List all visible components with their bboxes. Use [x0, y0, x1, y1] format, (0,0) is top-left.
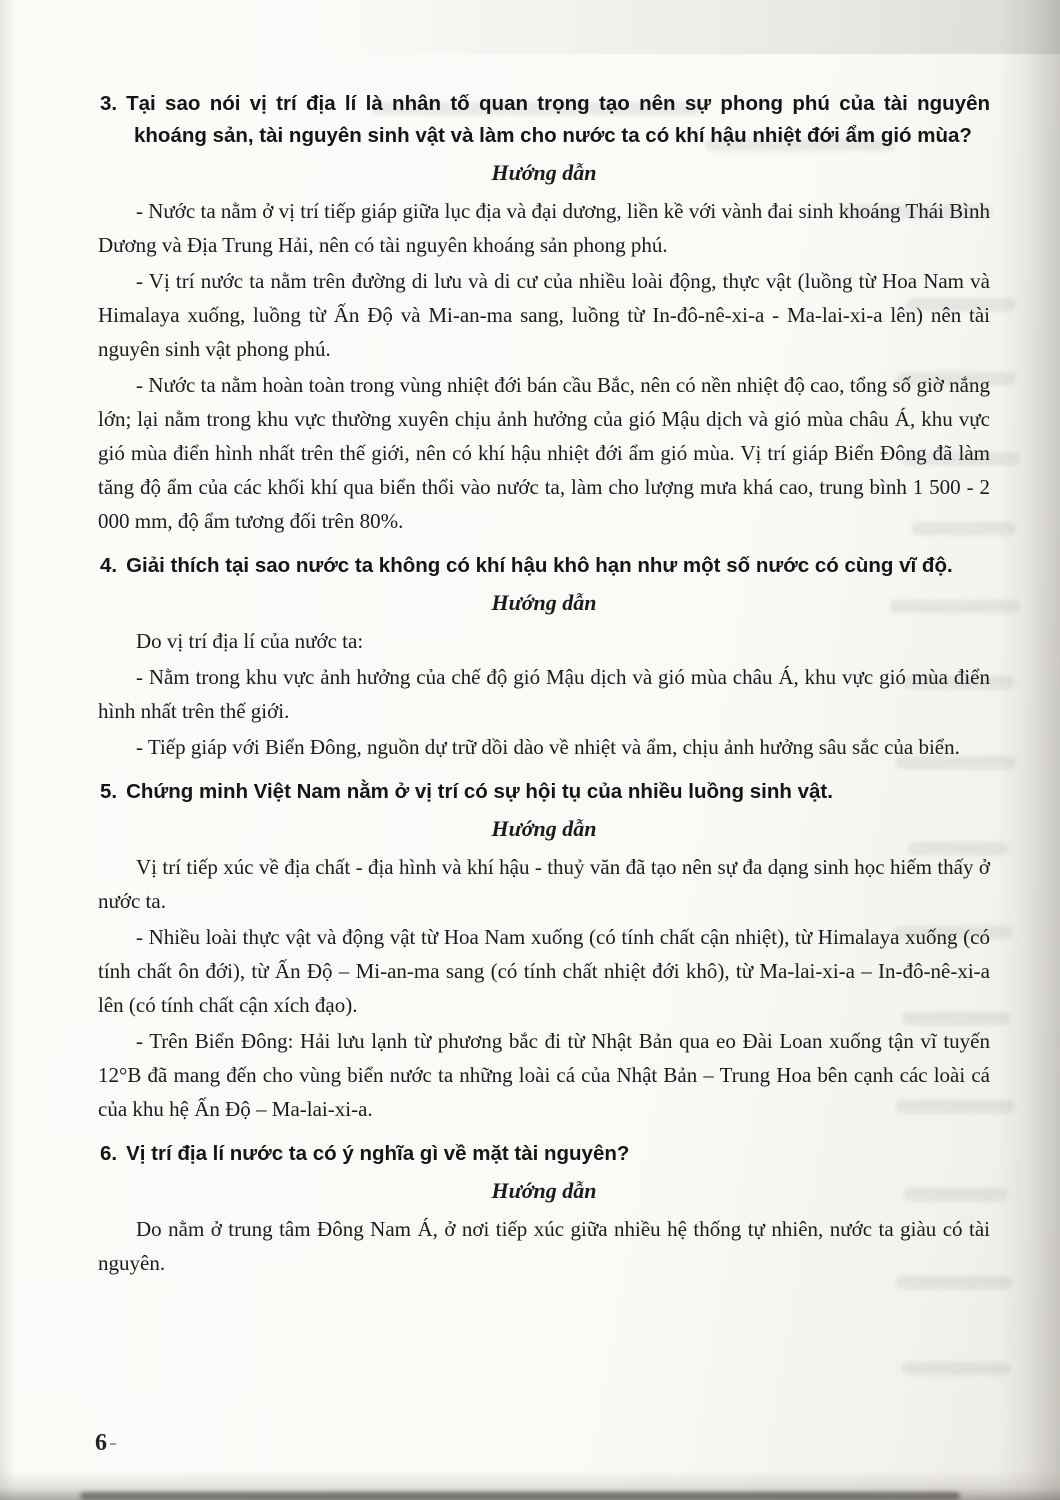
question-number: 5.	[100, 780, 118, 803]
question-number: 6.	[100, 1142, 118, 1165]
scan-shadow-top	[0, 0, 1060, 54]
guide-label: Hướng dẫn	[491, 1178, 597, 1203]
page-number-value: 6	[95, 1430, 107, 1456]
question-number: 3.	[100, 92, 118, 115]
section-paragraphs	[98, 850, 990, 1126]
scan-shadow-bottom	[0, 1470, 1060, 1500]
question-heading	[100, 1138, 990, 1170]
question-text: Chứng minh Việt Nam nằm ở vị trí có sự hội tụ của nhiều luồng sinh vật.	[126, 780, 833, 803]
guide-label: Hướng dẫn	[491, 816, 597, 841]
qa-section	[98, 776, 990, 1126]
scan-shadow-right	[998, 0, 1060, 1500]
section-paragraphs	[98, 194, 990, 538]
paragraph: - Nhiều loài thực vật và động vật từ Hoa Nam xuống (có tính chất cận nhiệt), từ Himalaya xuống (có tính chất ôn đới), từ Ấn Độ – Mi-an-ma sang (có tính chất nhiệt đới khô), từ Ma-lai-xi-a – In-đô-nê-xi-a lên (có tính chất cận xích đạo).	[98, 925, 990, 1017]
paragraph: Vị trí tiếp xúc về địa chất - địa hình và khí hậu - thuỷ văn đã tạo nên sự đa dạng sinh học hiếm thấy ở nước ta.	[98, 855, 990, 913]
document-content	[98, 76, 990, 1286]
scan-shadow-left	[0, 0, 16, 1500]
question-text: Vị trí địa lí nước ta có ý nghĩa gì về mặt tài nguyên?	[126, 1142, 630, 1165]
guide-label: Hướng dẫn	[491, 590, 597, 615]
question-text: Giải thích tại sao nước ta không có khí hậu khô hạn như một số nước có cùng vĩ độ.	[126, 554, 953, 577]
paragraph: Do vị trí địa lí của nước ta:	[136, 629, 364, 653]
page-number	[95, 1430, 117, 1457]
question-number: 4.	[100, 554, 118, 577]
guide-label: Hướng dẫn	[491, 160, 597, 185]
question-heading	[100, 88, 990, 152]
section-paragraphs	[98, 1212, 990, 1280]
question-heading	[100, 550, 990, 582]
paragraph: - Nằm trong khu vực ảnh hưởng của chế độ gió Mậu dịch và gió mùa châu Á, khu vực gió mùa điển hình nhất trên thế giới.	[98, 665, 990, 723]
paragraph: - Nước ta nằm hoàn toàn trong vùng nhiệt đới bán cầu Bắc, nên có nền nhiệt độ cao, tổng số giờ nắng lớn; lại nằm trong khu vực thường xuyên chịu ảnh hưởng của gió Mậu dịch và gió mùa châu Á, khu vực gió mùa điển hình nhất trên thế giới, nên có khí hậu nhiệt đới ẩm gió mùa. Vị trí giáp Biển Đông đã làm tăng độ ẩm của các khối khí qua biển thổi vào nước ta, làm cho lượng mưa khá cao, trung bình 1 500 - 2 000 mm, độ ẩm tương đối trên 80%.	[98, 373, 990, 533]
paragraph: - Trên Biển Đông: Hải lưu lạnh từ phương bắc đi từ Nhật Bản qua eo Đài Loan xuống tận vĩ tuyến 12°B đã mang đến cho vùng biển nước ta những loài cá của Nhật Bản – Trung Hoa bên cạnh các loài cá của khu hệ Ấn Độ – Ma-lai-xi-a.	[98, 1029, 990, 1121]
paragraph: - Vị trí nước ta nằm trên đường di lưu và di cư của nhiều loài động, thực vật (luồng từ Hoa Nam và Himalaya xuống, luồng từ Ấn Độ và Mi-an-ma sang, luồng từ In-đô-nê-xi-a - Ma-lai-xi-a lên) nên tài nguyên sinh vật phong phú.	[98, 269, 990, 361]
qa-section	[98, 550, 990, 764]
question-text: Tại sao nói vị trí địa lí là nhân tố quan trọng tạo nên sự phong phú của tài nguyên khoáng sản, tài nguyên sinh vật và làm cho nước ta có khí hậu nhiệt đới ẩm gió mùa?	[126, 92, 990, 147]
page-number-mark: -	[109, 1430, 117, 1456]
qa-section	[98, 88, 990, 538]
paragraph: - Nước ta nằm ở vị trí tiếp giáp giữa lục địa và đại dương, liền kề với vành đai sinh khoáng Thái Bình Dương và Địa Trung Hải, nên có tài nguyên khoáng sản phong phú.	[98, 199, 990, 257]
question-heading	[100, 776, 990, 808]
qa-section	[98, 1138, 990, 1280]
paragraph: - Tiếp giáp với Biển Đông, nguồn dự trữ dồi dào về nhiệt và ẩm, chịu ảnh hưởng sâu sắc của biển.	[136, 735, 960, 759]
section-paragraphs	[98, 624, 990, 764]
paragraph: Do nằm ở trung tâm Đông Nam Á, ở nơi tiếp xúc giữa nhiều hệ thống tự nhiên, nước ta giàu có tài nguyên.	[98, 1217, 990, 1275]
bleedthrough-line	[902, 1362, 1010, 1375]
